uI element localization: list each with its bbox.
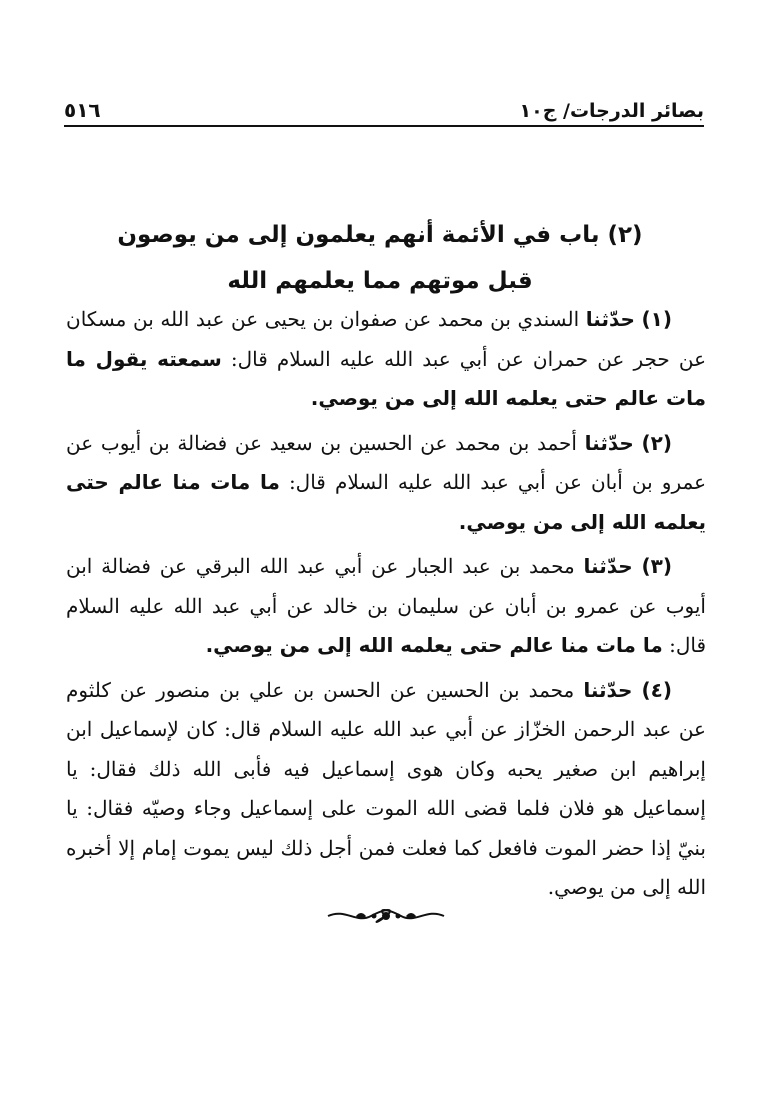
hadith-1	[66, 300, 706, 419]
hadith-number: (١)	[641, 307, 673, 331]
hadith-4	[66, 671, 706, 908]
isnad-text: أحمد بن محمد عن الحسين بن سعيد عن فضالة بن أيوب عن عمرو بن أبان عن أبي عبد الله عليه السلام قال:	[66, 430, 706, 494]
narration-word: حدّثنا	[585, 307, 635, 331]
page-number: ٥١٦	[64, 98, 101, 122]
narration-word: حدّثنا	[584, 430, 634, 455]
hadith-2	[66, 424, 706, 543]
narration-word: حدّثنا	[583, 554, 633, 578]
hadith-3	[66, 547, 706, 666]
narration-word: حدّثنا	[583, 677, 633, 702]
isnad-text: السندي بن محمد عن صفوان بن يحيى عن عبد الله بن مسكان عن حجر عن حمران عن أبي عبد الله عليه السلام قال:	[66, 307, 707, 371]
ornament-divider	[326, 906, 446, 926]
hadith-number: (٤)	[641, 677, 673, 702]
isnad-text: محمد بن عبد الجبار عن أبي عبد الله البرقي عن فضالة ابن أيوب عن عمرو بن أبان عن سليمان بن خالد عن أبي عبد الله عليه السلام قال:	[66, 554, 706, 657]
hadith-number: (٣)	[641, 554, 673, 578]
hadith-quote: ما مات منا عالم حتى يعلمه الله إلى من يوصي.	[205, 633, 663, 657]
book-title: بصائر الدرجات/ ج١٠	[519, 100, 704, 122]
chapter-title-line-1: (٢) باب في الأئمة أنهم يعلمون إلى من يوصون	[117, 222, 643, 248]
hadith-list	[66, 300, 706, 913]
hadith-quote: ما مات منا عالم حتى يعلمه الله إلى من يوصي.	[66, 470, 706, 534]
isnad-text: محمد بن الحسين عن الحسن بن علي بن منصور عن كلثوم عن عبد الرحمن الخزّاز عن أبي عبد الله عليه السلام قال: كان لإسماعيل ابن إبراهيم ابن صغير يحبه وكان هوى إسماعيل فيه فأبى الله ذلك فقال: يا إسماعيل هو فلان فلما قضى الله الموت على إسماعيل وجاء وصيّه فقال: يا بنيّ إذا حضر الموت فافعل كما فعلت فمن أجل ذلك ليس يموت إمام إلا أخبره الله إلى من يوصي.	[66, 677, 706, 899]
running-header	[64, 86, 704, 127]
hadith-number: (٢)	[641, 430, 672, 455]
chapter-title	[100, 212, 660, 304]
chapter-title-line-2: قبل موتهم مما يعلمهم الله	[227, 268, 533, 294]
hadith-quote: سمعته يقول ما مات عالم حتى يعلمه الله إلى من يوصي.	[66, 346, 706, 410]
